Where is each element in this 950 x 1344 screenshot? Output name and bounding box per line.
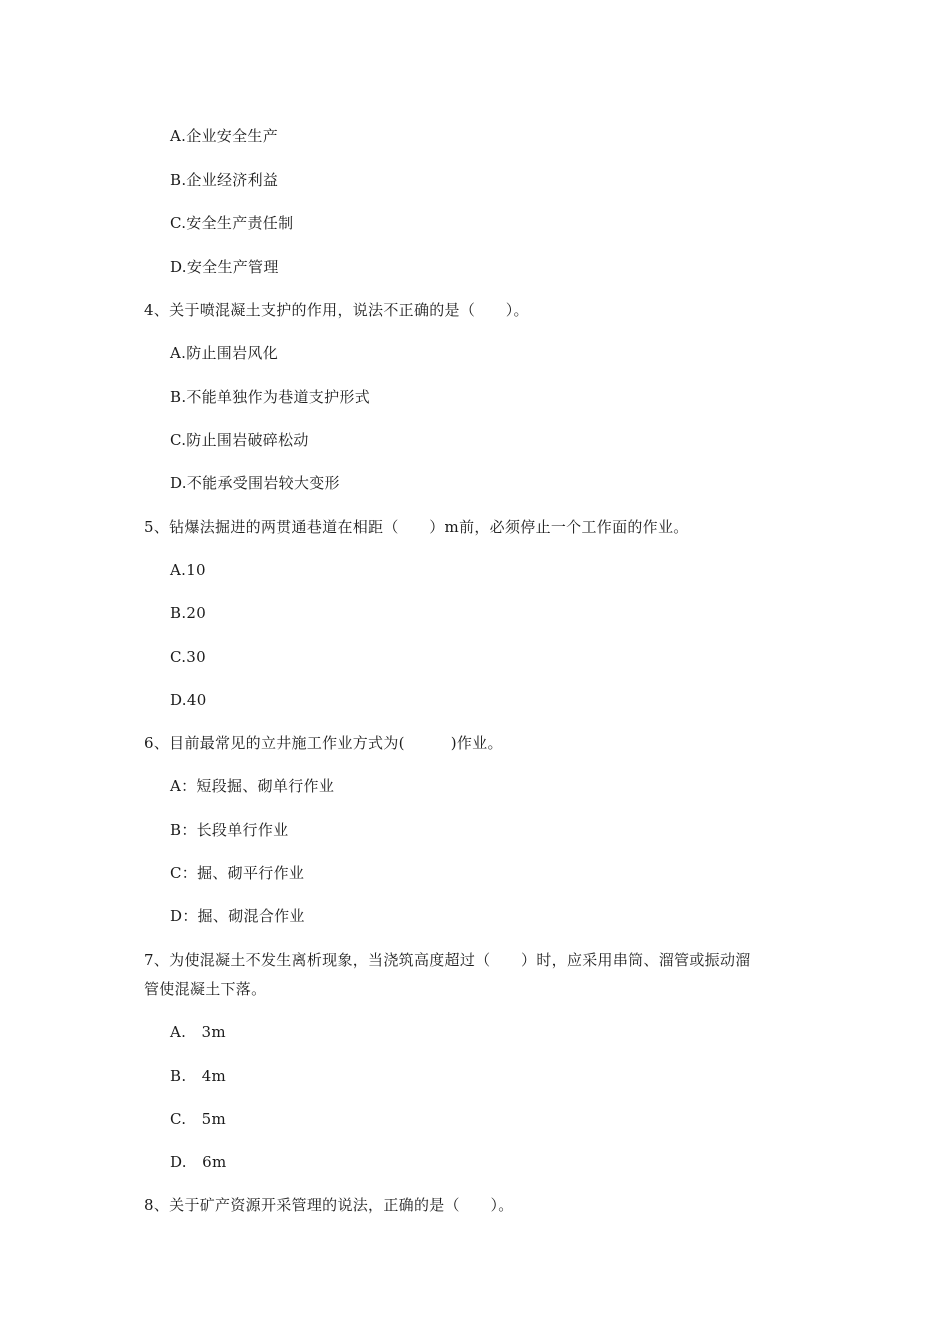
q4-option-a: A.防止围岩风化 [170,344,279,362]
q7-text-line2: 管使混凝土下落。 [144,980,267,998]
q7-option-b: B. 4m [170,1067,227,1085]
q5-option-b: B.20 [170,604,207,622]
q3-option-a: A.企业安全生产 [170,127,279,145]
q5-text: 5、钻爆法掘进的两贯通巷道在相距（ ）m前，必须停止一个工作面的作业。 [144,518,689,536]
q3-option-b: B.企业经济利益 [170,171,279,189]
q3-option-c: C.安全生产责任制 [170,214,294,232]
q4-option-d: D.不能承受围岩较大变形 [170,474,340,492]
q6-option-d: D：掘、砌混合作业 [170,907,305,925]
q5-option-c: C.30 [170,648,206,666]
q6-option-c: C：掘、砌平行作业 [170,864,305,882]
q7-option-a: A. 3m [170,1023,226,1041]
q3-option-d: D.安全生产管理 [170,258,279,276]
q7-option-d: D. 6m [170,1153,227,1171]
q7-text-line1: 7、为使混凝土不发生离析现象，当浇筑高度超过（ ）时，应采用串筒、溜管或振动溜 [144,951,751,969]
q6-option-b: B：长段单行作业 [170,821,289,839]
q6-option-a: A：短段掘、砌单行作业 [170,777,335,795]
q5-option-d: D.40 [170,691,207,709]
q7-option-c: C. 5m [170,1110,226,1128]
q4-option-c: C.防止围岩破碎松动 [170,431,309,449]
q6-text: 6、目前最常见的立井施工作业方式为( )作业。 [144,734,503,752]
q5-option-a: A.10 [170,561,206,579]
q4-option-b: B.不能单独作为巷道支护形式 [170,388,370,406]
q4-text: 4、关于喷混凝土支护的作用，说法不正确的是（ ）。 [144,301,529,319]
q8-text: 8、关于矿产资源开采管理的说法，正确的是（ ）。 [144,1196,514,1214]
